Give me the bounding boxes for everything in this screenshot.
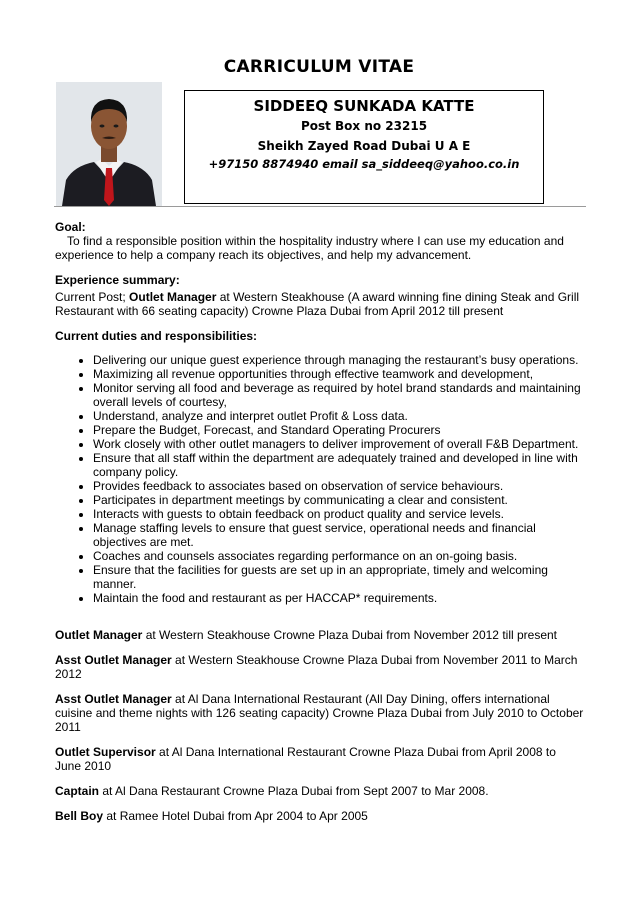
list-item: • Maximizing all revenue opportunities through effective teamwork and development, <box>93 367 585 381</box>
current-post-prefix: Current Post; <box>55 290 130 304</box>
current-role: Outlet Manager <box>129 290 217 304</box>
candidate-name: SIDDEEQ SUNKADA KATTE <box>253 97 475 115</box>
cv-body <box>55 220 585 834</box>
list-item: • Participates in department meetings by communicating a clear and consistent. <box>93 493 585 507</box>
job-detail: at Al Dana International Restaurant Crowne Plaza Dubai from April 2008 to June 2010 <box>55 745 556 773</box>
list-item: • Interacts with guests to obtain feedback on product quality and service levels. <box>93 507 585 521</box>
contact-box <box>184 90 544 204</box>
job-entry <box>55 628 585 642</box>
list-item: • Delivering our unique guest experience through managing the restaurant’s busy operations. <box>93 353 585 367</box>
job-detail: at Ramee Hotel Dubai from Apr 2004 to Apr 2005 <box>103 809 368 823</box>
job-entry <box>55 653 585 681</box>
list-item: • Coaches and counsels associates regarding performance on an on-going basis. <box>93 549 585 563</box>
header-divider <box>54 206 586 207</box>
list-item: • Maintain the food and restaurant as per HACCAP* requirements. <box>93 591 585 605</box>
post-box: Post Box no 23215 <box>300 119 428 133</box>
list-item: • Provides feedback to associates based on observation of service behaviours. <box>93 479 585 493</box>
duties-list <box>55 353 585 605</box>
list-item: • Monitor serving all food and beverage as required by hotel brand standards and maintaining overall levels of courtesy, <box>93 381 585 409</box>
duties-heading: Current duties and responsibilities: <box>55 329 258 343</box>
job-detail: at Al Dana Restaurant Crowne Plaza Dubai from Sept 2007 to Mar 2008. <box>99 784 489 798</box>
job-detail: at Western Steakhouse Crowne Plaza Dubai from November 2011 to March 2012 <box>55 653 578 681</box>
job-role: Asst Outlet Manager <box>55 692 172 706</box>
job-detail: at Al Dana International Restaurant (All Day Dining, offers international cuisine and theme nights with 126 seating capacity) Crowne Plaza Dubai from July 2010 to October 2011 <box>55 692 584 734</box>
list-item: • Ensure that all staff within the department are adequately trained and developed in line with company policy. <box>93 451 585 479</box>
job-role: Captain <box>55 784 100 798</box>
goal-heading: Goal: <box>55 220 86 234</box>
phone-email: +97150 8874940 email sa_siddeeq@yahoo.co.in <box>208 157 520 171</box>
job-role: Asst Outlet Manager <box>55 653 172 667</box>
address: Sheikh Zayed Road Dubai U A E <box>257 139 471 153</box>
job-entry <box>55 692 585 734</box>
job-entry <box>55 745 585 773</box>
list-item: • Prepare the Budget, Forecast, and Standard Operating Procurers <box>93 423 585 437</box>
list-item: • Work closely with other outlet managers to deliver improvement of overall F&B Department. <box>93 437 585 451</box>
document-title: CARRICULUM VITAE <box>223 57 415 77</box>
job-role: Outlet Manager <box>55 628 143 642</box>
list-item: • Ensure that the facilities for guests are set up in an appropriate, timely and welcoming manner. <box>93 563 585 591</box>
list-item: • Understand, analyze and interpret outlet Profit & Loss data. <box>93 409 585 423</box>
experience-summary-heading: Experience summary: <box>55 273 180 287</box>
job-detail: at Western Steakhouse Crowne Plaza Dubai from November 2012 till present <box>142 628 558 642</box>
job-role: Bell Boy <box>55 809 104 823</box>
list-item: • Manage staffing levels to ensure that guest service, operational needs and financial objectives are met. <box>93 521 585 549</box>
current-role-detail: at Western Steakhouse (A award winning fine dining Steak and Grill Restaurant with 66 seating capacity) Crowne Plaza Dubai from April 2012 till present <box>55 290 580 318</box>
experience-summary-text <box>55 290 585 318</box>
goal-text: To find a responsible position within the hospitality industry where I can use my education and experience to help a company reach its objectives, and help my advancement. <box>55 234 564 262</box>
job-entry <box>55 809 585 823</box>
profile-photo <box>56 82 162 206</box>
job-entry <box>55 784 585 798</box>
job-role: Outlet Supervisor <box>55 745 156 759</box>
